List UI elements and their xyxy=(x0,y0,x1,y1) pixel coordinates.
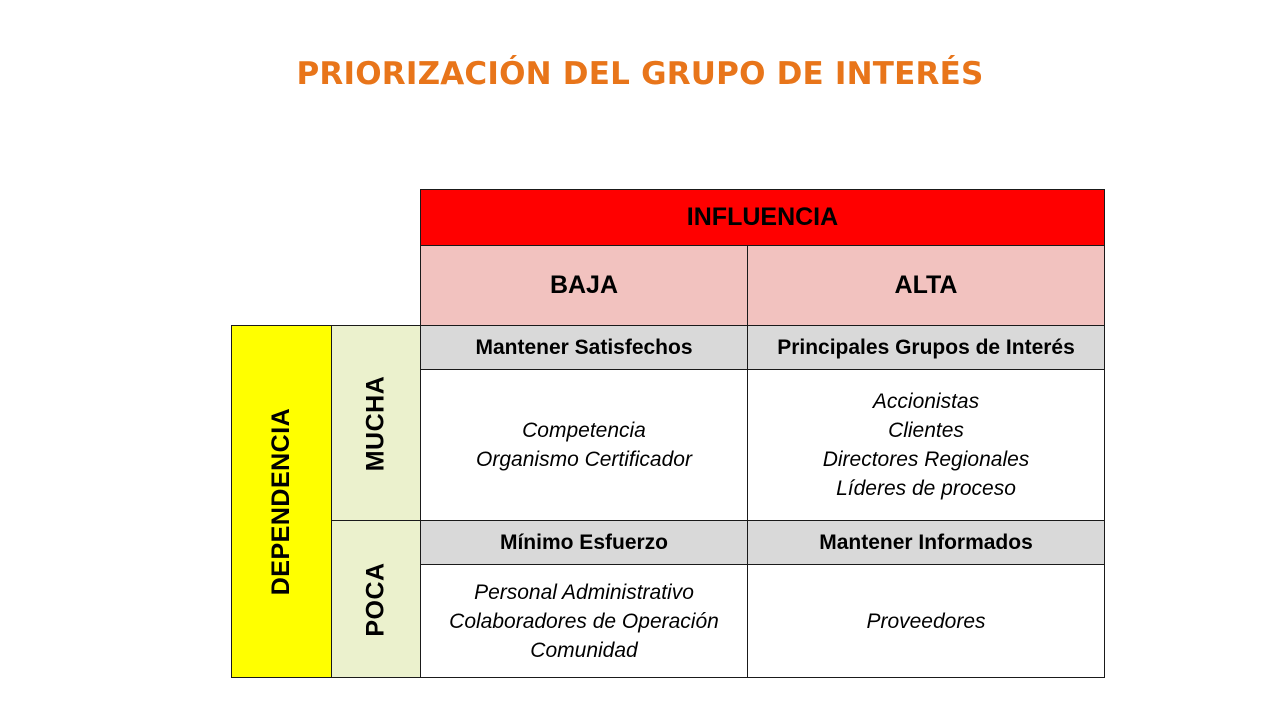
strategy-minimo-esfuerzo: Mínimo Esfuerzo xyxy=(420,520,748,565)
group-item: Proveedores xyxy=(866,609,986,633)
row-label-mucha-text: MUCHA xyxy=(361,375,390,471)
column-header-alta: ALTA xyxy=(747,245,1105,326)
group-item: Comunidad xyxy=(530,638,638,662)
page-title: PRIORIZACIÓN DEL GRUPO DE INTERÉS xyxy=(296,56,984,92)
group-item: Accionistas xyxy=(872,390,980,413)
group-item: Directores Regionales xyxy=(822,448,1030,471)
strategy-principales-grupos: Principales Grupos de Interés xyxy=(747,325,1105,370)
group-item: Personal Administrativo xyxy=(474,580,694,604)
groups-poca-baja xyxy=(420,564,748,678)
dependencia-axis-label xyxy=(231,325,332,678)
influencia-axis-header: INFLUENCIA xyxy=(420,189,1105,246)
group-item: Organismo Certificador xyxy=(476,448,692,471)
row-label-poca-text: POCA xyxy=(361,561,390,637)
strategy-mantener-satisfechos: Mantener Satisfechos xyxy=(420,325,748,370)
group-item: Colaboradores de Operación xyxy=(449,609,719,633)
group-item: Competencia xyxy=(522,419,646,442)
group-item: Líderes de proceso xyxy=(836,477,1016,500)
groups-mucha-baja xyxy=(420,369,748,521)
row-label-poca xyxy=(331,520,421,678)
column-header-baja: BAJA xyxy=(420,245,748,326)
group-item: Clientes xyxy=(888,419,964,442)
groups-poca-alta xyxy=(747,564,1105,678)
dependencia-axis-text: DEPENDENCIA xyxy=(267,407,296,596)
row-label-mucha xyxy=(331,325,421,521)
strategy-mantener-informados: Mantener Informados xyxy=(747,520,1105,565)
groups-mucha-alta xyxy=(747,369,1105,521)
